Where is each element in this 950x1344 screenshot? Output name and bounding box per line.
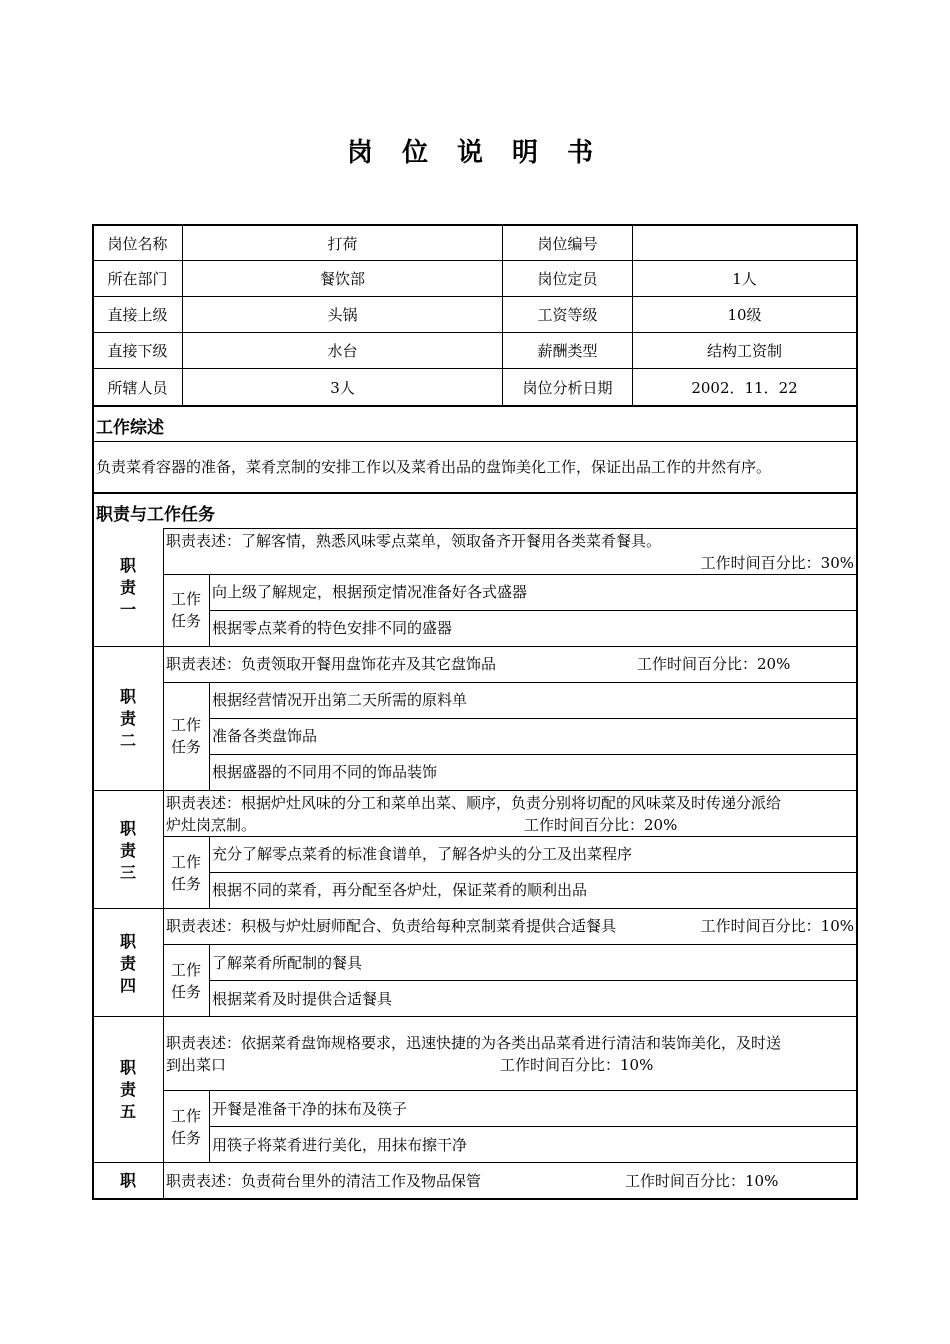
duty-1-task-label: 工作 任务 [170, 590, 201, 630]
duty-1-time-percent: 工作时间百分比：30% [700, 554, 854, 572]
duty-1-description: 职责表述：了解客情，熟悉风味零点菜单，领取备齐开餐用各类菜肴餐具。 [166, 532, 662, 550]
label-position-name: 岗位名称 [107, 234, 168, 253]
value-salary-grade: 10级 [727, 306, 762, 324]
value-headcount: 1人 [732, 270, 757, 288]
label-staff: 所辖人员 [107, 378, 168, 397]
grid-line [92, 492, 858, 494]
duty-6-label: 职 [119, 1171, 136, 1190]
duty-5-description-line-1: 职责表述：依据菜肴盘饰规格要求，迅速快捷的为各类出品菜肴进行清洁和装饰美化，及时送 [166, 1034, 782, 1052]
duty-4-task-label: 工作 任务 [170, 961, 201, 1001]
duty-5-task-1: 开餐是准备干净的抹布及筷子 [212, 1100, 408, 1118]
grid-line [163, 682, 858, 683]
label-pay-type: 薪酬类型 [537, 342, 598, 360]
grid-line [209, 980, 858, 981]
grid-line [163, 944, 858, 945]
duty-2-task-1: 根据经营情况开出第二天所需的原料单 [212, 691, 468, 709]
duty-3-description-line-1: 职责表述：根据炉灶风味的分工和菜单出菜、顺序，负责分别将切配的风味菜及时传递分派给 [166, 794, 782, 812]
value-staff: 3人 [330, 378, 355, 397]
duty-3-description-line-2: 炉灶岗烹制。 [166, 816, 257, 834]
duty-2-description: 职责表述：负责领取开餐用盘饰花卉及其它盘饰品 [166, 655, 497, 673]
grid-line [209, 872, 858, 873]
duty-5-task-2: 用筷子将菜肴进行美化，用抹布擦干净 [212, 1136, 468, 1154]
duty-6-time-percent: 工作时间百分比：10% [625, 1172, 779, 1190]
grid-line [92, 405, 858, 407]
grid-line [163, 836, 858, 837]
page-title: 岗 位 说 明 书 [346, 138, 604, 168]
grid-line [163, 1090, 858, 1091]
duty-3-task-2: 根据不同的菜肴，再分配至各炉灶，保证菜肴的顺利出品 [212, 881, 588, 899]
value-direct-subordinate: 水台 [327, 342, 358, 360]
label-position-number: 岗位编号 [537, 234, 598, 253]
duty-3-task-label: 工作 任务 [170, 853, 201, 893]
duty-2-task-3: 根据盛器的不同用不同的饰品装饰 [212, 763, 438, 781]
value-department: 餐饮部 [319, 270, 365, 288]
value-analysis-date: 2002．11．22 [691, 378, 798, 397]
value-pay-type: 结构工资制 [706, 342, 782, 360]
value-position-name: 打荷 [327, 234, 358, 253]
duty-5-description-line-2: 到出菜口 [166, 1056, 227, 1074]
grid-line [163, 574, 858, 575]
label-analysis-date: 岗位分析日期 [522, 378, 613, 397]
duty-5-label: 职 责 五 [119, 1058, 136, 1121]
duty-2-task-label: 工作 任务 [170, 716, 201, 756]
duty-4-task-1: 了解菜肴所配制的餐具 [212, 954, 363, 972]
grid-line [209, 1126, 858, 1127]
duty-4-label: 职 责 四 [119, 932, 136, 995]
duty-4-task-2: 根据菜肴及时提供合适餐具 [212, 990, 393, 1008]
value-direct-superior: 头锅 [327, 306, 358, 324]
summary-text: 负责菜肴容器的准备，菜肴烹制的安排工作以及菜肴出品的盘饰美化工作，保证出品工作的井然有序。 [96, 458, 772, 476]
duty-2-time-percent: 工作时间百分比：20% [637, 655, 791, 673]
grid-line [92, 646, 858, 647]
duty-1-task-1: 向上级了解规定，根据预定情况准备好各式盛器 [212, 583, 528, 601]
duties-heading: 职责与工作任务 [96, 505, 215, 525]
grid-line [92, 790, 858, 791]
grid-line [209, 610, 858, 611]
duty-6-description: 职责表述：负责荷台里外的清洁工作及物品保管 [166, 1172, 482, 1190]
duty-3-task-1: 充分了解零点菜肴的标准食谱单，了解各炉头的分工及出菜程序 [212, 845, 633, 863]
duty-2-task-2: 准备各类盘饰品 [212, 727, 318, 745]
duty-5-task-label: 工作 任务 [170, 1107, 201, 1147]
label-headcount: 岗位定员 [537, 270, 598, 288]
grid-line [209, 682, 210, 790]
label-direct-subordinate: 直接下级 [107, 342, 168, 360]
duty-1-task-2: 根据零点菜肴的特色安排不同的盛器 [212, 619, 453, 637]
value-position-number [633, 226, 856, 260]
grid-line [209, 718, 858, 719]
grid-line [92, 1162, 858, 1163]
summary-heading: 工作综述 [96, 418, 164, 438]
duty-4-time-percent: 工作时间百分比：10% [700, 917, 854, 935]
label-department: 所在部门 [107, 270, 168, 288]
grid-line [92, 908, 858, 909]
label-direct-superior: 直接上级 [107, 306, 168, 324]
duty-4-description: 职责表述：积极与炉灶厨师配合、负责给每种烹制菜肴提供合适餐具 [166, 917, 617, 935]
grid-line [209, 754, 858, 755]
duty-5-time-percent: 工作时间百分比：10% [500, 1056, 654, 1074]
duty-2-label: 职 责 二 [119, 687, 136, 750]
label-salary-grade: 工资等级 [537, 306, 598, 324]
duty-1-label: 职 责 一 [119, 556, 136, 619]
grid-line [92, 441, 858, 442]
grid-line [92, 1016, 858, 1017]
duty-3-label: 职 责 三 [119, 819, 136, 882]
duty-3-time-percent: 工作时间百分比：20% [524, 816, 678, 834]
grid-line [163, 528, 858, 529]
